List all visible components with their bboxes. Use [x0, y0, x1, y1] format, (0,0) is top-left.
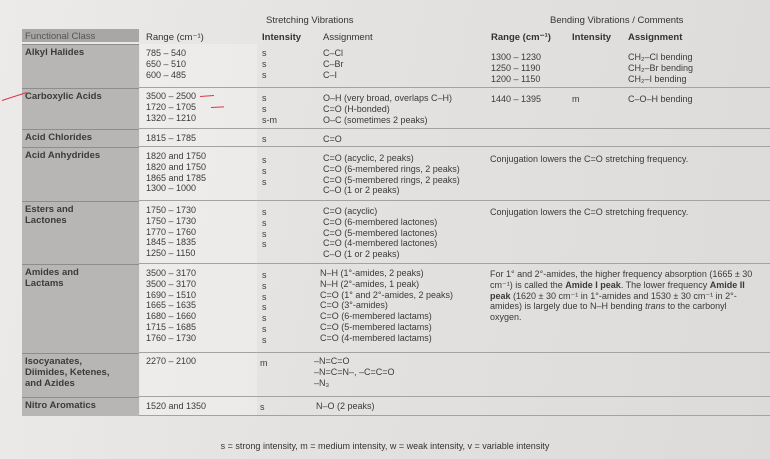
range-cell: 3500 – 3170 3500 – 3170 1690 – 1510 1665 – 1635 1680 – 1660 1715 – 1685 1760 – 1730 — [146, 268, 197, 343]
intensity-cell: s s s s — [262, 207, 267, 250]
class-label: Amides and Lactams — [25, 267, 79, 289]
intensity-cell: s s s — [262, 48, 267, 80]
class-label: Acid Anhydrides — [25, 150, 101, 161]
assignment-cell: N–H (1°-amides, 2 peaks) N–H (2°-amides, 1 peak) C=O (1° and 2°-amides, 2 peaks) C=O (3°-amides) C=O (6-membered lactams) C=O (5-membered lactams) C=O (4-membered lactams) — [320, 268, 454, 343]
stretching-header: Stretching Vibrations — [266, 15, 354, 26]
assignment-header: Assignment — [323, 32, 373, 43]
intensity-legend: s = strong intensity, m = medium intensity, w = weak intensity, v = variable intensity — [220, 441, 550, 451]
class-cell-nitro-aromatics — [22, 397, 139, 416]
class-cell-carboxylic-acids — [22, 88, 139, 129]
functional-class-header: Functional Class — [25, 31, 96, 42]
comment-text: to the carbonyl oxygen. — [490, 301, 727, 323]
class-label: Alkyl Halides — [25, 47, 85, 58]
comment-text: For 1° and 2°-amides, the higher frequency absorption (1665 ± 30 cm⁻¹) is called the — [490, 269, 753, 290]
class-cell-acid-anhydrides — [22, 147, 139, 201]
range-cell: 1520 and 1350 — [146, 401, 207, 411]
intensity-cell: s — [262, 134, 267, 144]
class-cell-isocyanates — [22, 353, 139, 397]
bending-range-cell: 1300 – 1230 1250 – 1190 1200 – 1150 — [491, 52, 542, 84]
bending-intensity-header: Intensity — [572, 32, 612, 43]
class-cell-amides-lactams — [22, 264, 139, 353]
comment-text: (1620 ± 30 cm⁻¹ in 1°-amides and 1530 ± 30 cm⁻¹ in 2°-amides) is largely due to N–H bending — [490, 290, 737, 312]
class-label: Carboxylic Acids — [25, 91, 102, 102]
bending-assignment-cell: C–O–H bending — [628, 94, 693, 104]
comment-text: . The lower frequency — [620, 279, 710, 290]
class-cell-esters-lactones — [22, 201, 139, 264]
comment-cell: Conjugation lowers the C=O stretching frequency. — [490, 207, 689, 217]
intensity-cell: s s s s s s s — [262, 270, 267, 345]
class-label: Nitro Aromatics — [25, 400, 96, 411]
class-cell-alkyl-halides — [22, 44, 139, 88]
range-header: Range (cm⁻¹) — [146, 32, 204, 43]
class-label: Isocyanates, Diimides, Ketenes, and Azides — [25, 356, 110, 389]
bending-header: Bending Vibrations / Comments — [550, 15, 684, 26]
amide-comment-cell — [490, 269, 760, 323]
range-cell: 785 – 540 650 – 510 600 – 485 — [146, 48, 187, 80]
assignment-cell: O–H (very broad, overlaps C–H) C=O (H-bonded) O–C (sometimes 2 peaks) — [323, 93, 453, 125]
bending-intensity-cell: m — [572, 94, 580, 104]
intensity-cell: s s s-m — [262, 93, 277, 125]
trans-label: trans — [645, 301, 666, 312]
assignment-cell: C=O (acyclic, 2 peaks) C=O (6-membered rings, 2 peaks) C=O (5-membered rings, 2 peaks) C–O (1 or 2 peaks) — [323, 153, 460, 196]
range-cell: 3500 – 2500 1720 – 1705 1320 – 1210 — [146, 91, 197, 123]
class-label: Acid Chlorides — [25, 132, 93, 143]
range-cell: 1820 and 1750 1820 and 1750 1865 and 1785 1300 – 1000 — [146, 151, 207, 194]
assignment-cell: C=O (acyclic) C=O (6-membered lactones) C=O (5-membered lactones) C=O (4-membered lactones) C–O (1 or 2 peaks) — [323, 206, 438, 260]
bending-assignment-cell: CH₂–Cl bending CH₂–Br bending CH₂–I bending — [628, 52, 694, 84]
range-cell: 1815 – 1785 — [146, 133, 197, 143]
bending-range-header: Range (cm⁻¹) — [491, 32, 551, 43]
assignment-cell: N–O (2 peaks) — [316, 401, 375, 411]
assignment-cell: –N=C=O –N=C=N–, –C=C=O –N₃ — [314, 356, 395, 388]
class-cell-acid-chlorides — [22, 129, 139, 147]
bending-range-cell: 1440 – 1395 — [491, 94, 542, 104]
assignment-cell: C–Cl C–Br C–I — [323, 48, 344, 80]
bending-assignment-header: Assignment — [628, 32, 683, 43]
class-label: Esters and Lactones — [25, 204, 74, 226]
functional-class-header-cell — [22, 29, 139, 42]
amide-ii-label: Amide II peak — [490, 279, 745, 301]
intensity-cell: m — [260, 358, 268, 368]
range-cell: 2270 – 2100 — [146, 356, 197, 366]
intensity-cell: s s s — [262, 155, 267, 187]
amide-i-label: Amide I peak — [565, 279, 621, 290]
intensity-cell: s — [260, 402, 265, 412]
range-cell: 1750 – 1730 1750 – 1730 1770 – 1760 1845 – 1835 1250 – 1150 — [146, 205, 197, 259]
intensity-header: Intensity — [262, 32, 302, 43]
assignment-cell: C=O — [323, 134, 342, 144]
comment-cell: Conjugation lowers the C=O stretching frequency. — [490, 154, 689, 164]
